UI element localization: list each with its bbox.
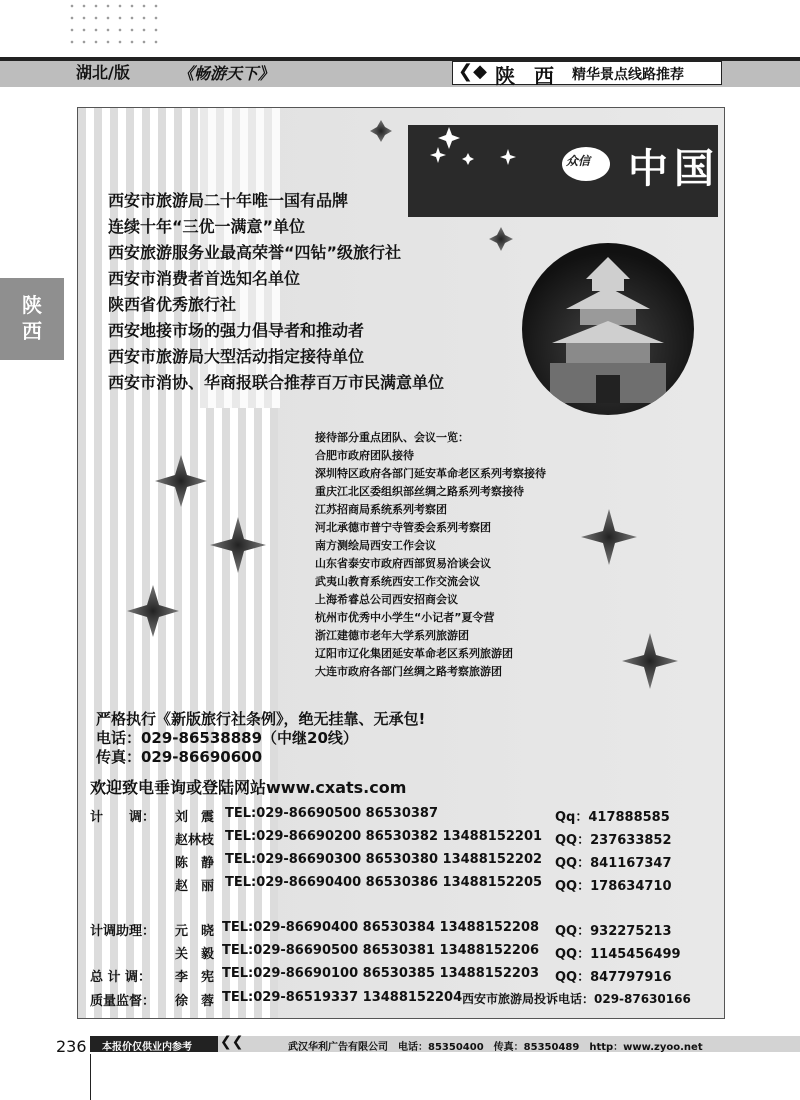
reception-item: 南方测绘局西安工作会议 (315, 539, 436, 552)
website-line: 欢迎致电垂询或登陆网站www.cxats.com (90, 778, 407, 797)
contact-qq: QQ：841167347 (555, 856, 672, 871)
contact-role: 总 计 调： (90, 970, 152, 985)
footer-note: 本报价仅供业内参考 (102, 1042, 192, 1053)
honor-line: 西安市旅游局二十年唯一国有品牌 (108, 191, 349, 210)
contact-qq: QQ：847797916 (555, 970, 672, 985)
reception-item: 江苏招商局系统系列考察团 (315, 503, 447, 516)
contact-name: 徐 蓉 (175, 994, 215, 1009)
contact-qq: QQ：237633852 (555, 833, 672, 848)
honor-line: 西安市旅游局大型活动指定接待单位 (108, 347, 365, 366)
sparkle-icon (210, 517, 266, 573)
reception-item: 浙江建德市老年大学系列旅游团 (315, 629, 469, 642)
footer-rule (90, 1054, 91, 1100)
sparkle-icon (622, 633, 678, 689)
sparkle-icon (370, 120, 392, 142)
reception-item: 大连市政府各部门丝绸之路考察旅游团 (315, 665, 502, 678)
fax-number: 传真：029-86690600 (96, 748, 263, 766)
sparkle-icon (155, 455, 207, 507)
reception-item: 杭州市优秀中小学生“小记者”夏令营 (315, 611, 495, 624)
contact-tel: TEL:029-86519337 13488152204 (222, 990, 463, 1005)
banner-sparkles (430, 125, 550, 185)
reception-item: 上海希睿总公司西安招商会议 (315, 593, 458, 606)
contact-role: 计调助理： (90, 924, 156, 939)
header-province: 陕 西 (495, 64, 560, 88)
contact-qq: Qq：417888585 (555, 810, 670, 825)
contact-tel: TEL:029-86690400 86530386 13488152205 (225, 875, 543, 890)
complaint-hotline: 西安市旅游局投诉电话：029-87630166 (462, 992, 691, 1006)
reception-item: 山东省泰安市政府西部贸易洽谈会议 (315, 557, 491, 570)
contact-tel: TEL:029-86690100 86530385 13488152203 (222, 966, 540, 981)
contact-name: 关 毅 (175, 947, 215, 962)
reception-item: 武夷山教育系统西安工作交流会议 (315, 575, 480, 588)
page-number: 236 (56, 1037, 87, 1056)
side-tab-province: 陕 西 (0, 278, 64, 360)
sparkle-icon (581, 509, 637, 565)
contact-role: 质量监督： (90, 994, 156, 1009)
header-title: 《畅游天下》 (178, 64, 275, 83)
contact-tel: TEL:029-86690400 86530384 13488152208 (222, 920, 540, 935)
reception-item: 合肥市政府团队接待 (315, 449, 414, 462)
decorative-dot-grid (66, 0, 166, 50)
contact-tel: TEL:029-86690300 86530380 13488152202 (225, 852, 543, 867)
contact-tel: TEL:029-86690500 86530381 13488152206 (222, 943, 540, 958)
sparkle-icon (430, 147, 446, 163)
contact-qq: QQ：178634710 (555, 879, 672, 894)
china-banner-text: 中国 (628, 145, 720, 192)
header-region: 湖北/版 (76, 63, 130, 82)
sparkle-icon (500, 149, 516, 165)
sparkle-icon (462, 153, 474, 165)
reception-item: 深圳特区政府各部门延安革命老区系列考察接待 (315, 467, 546, 480)
honor-line: 西安旅游服务业最高荣誉“四钻”级旅行社 (108, 243, 402, 262)
footer-company: 武汉华利广告有限公司 电话：85350400 传真：85350489 http：www.zyoo.net (288, 1042, 703, 1053)
honor-line: 西安地接市场的强力倡导者和推动者 (108, 321, 365, 340)
company-logo-text: 众信 (566, 154, 591, 168)
reception-item: 河北承德市普宁寺管委会系列考察团 (315, 521, 491, 534)
contact-tel: TEL:029-86690200 86530382 13488152201 (225, 829, 543, 844)
honor-line: 西安市消协、华商报联合推荐百万市民满意单位 (108, 373, 445, 392)
contact-name: 赵林枝 (175, 833, 215, 848)
contact-name: 元 晓 (175, 924, 215, 939)
contact-tel: TEL:029-86690500 86530387 (225, 806, 439, 821)
contact-qq: QQ：1145456499 (555, 947, 681, 962)
header-subtitle: 精华景点线路推荐 (572, 67, 684, 83)
sparkle-icon (489, 227, 513, 251)
phone-number: 电话：029-86538889（中继20线） (96, 729, 358, 747)
reception-item: 辽阳市辽化集团延安革命老区系列旅游团 (315, 647, 513, 660)
bell-tower-photo (522, 243, 694, 415)
contact-name: 赵 丽 (175, 879, 215, 894)
contact-name: 刘 震 (175, 810, 215, 825)
contact-name: 陈 静 (175, 856, 215, 871)
contact-qq: QQ：932275213 (555, 924, 672, 939)
contact-role: 计 调： (90, 810, 156, 825)
reception-item: 重庆江北区委组织部丝绸之路系列考察接待 (315, 485, 524, 498)
honor-line: 连续十年“三优一满意”单位 (108, 217, 306, 236)
bell-tower-illustration (522, 243, 694, 415)
policy-statement: 严格执行《新版旅行社条例》，绝无挂靠、无承包! (96, 710, 426, 728)
honor-line: 陕西省优秀旅行社 (108, 295, 237, 314)
reception-title: 接待部分重点团队、会议一览： (315, 431, 469, 444)
contact-name: 李 宪 (175, 970, 215, 985)
sparkle-icon (127, 585, 179, 637)
double-arrow-icon: ❮◆ (458, 61, 487, 82)
footer-arrow-icon: ❮❮ (220, 1034, 244, 1050)
honor-line: 西安市消费者首选知名单位 (108, 269, 301, 288)
sparkle-icon (438, 127, 460, 149)
